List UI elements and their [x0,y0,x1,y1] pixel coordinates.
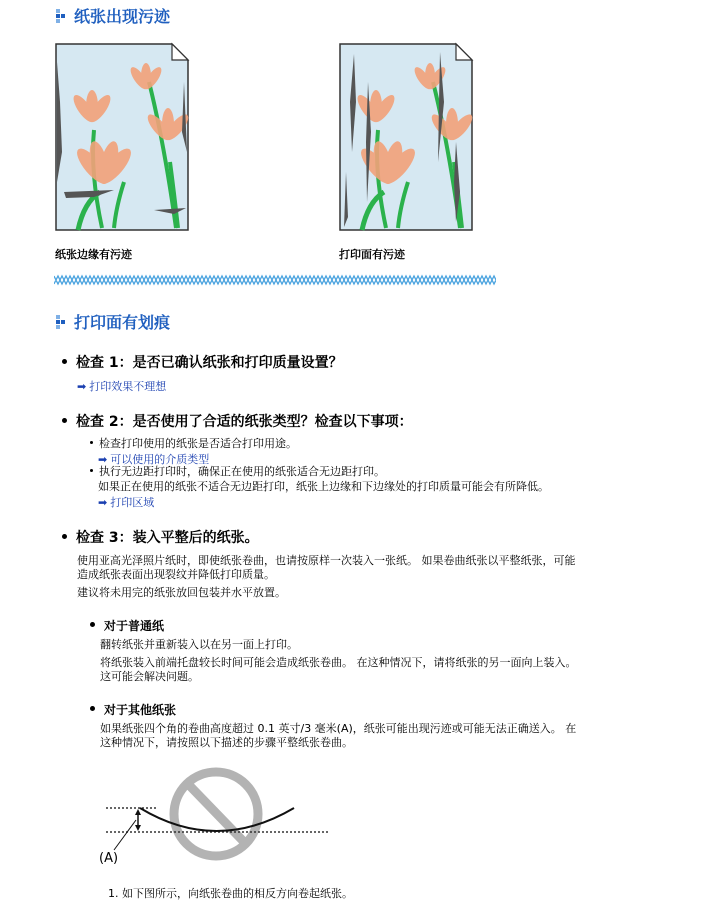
caption-smudged-surface: 打印面有污迹 [339,248,405,261]
other-paper-line2: 这种情况下，请按照以下描述的步骤平整纸张卷曲。 [100,736,353,749]
step1-text: 1. 如下图所示，向纸张卷曲的相反方向卷起纸张。 [108,887,353,900]
check3-para1-line1: 使用亚高光泽照片纸时，即使纸张卷曲，也请按原样一次装入一张纸。 如果卷曲纸张以平整纸张，可能 [77,554,576,567]
prohibited-icon [174,772,258,856]
check1-heading: 检查 1：是否已确认纸张和打印质量设置？ [62,352,343,372]
illustration-smudged-edges [54,42,190,232]
link-arrow-icon: ➡ [77,380,87,393]
check3-heading: 检查 3：装入平整后的纸张。 [62,527,259,547]
figure-label-a: (A) [99,851,119,866]
check2-bullet2-link[interactable]: ➡ 打印区域 [98,496,155,509]
check2-bullet2: 执行无边距打印时，确保正在使用的纸张适合无边距打印。 [90,465,385,479]
check2-bullet2-note: 如果正在使用的纸张不适合无边距打印，纸张上边缘和下边缘处的打印质量可能会有所降低。 [98,480,549,493]
check3-para2: 建议将未用完的纸张放回包装并水平放置。 [77,586,286,599]
section-divider [54,274,496,286]
check2-bullet1-link[interactable]: ➡ 可以使用的介质类型 [98,453,210,466]
link-arrow-icon: ➡ [98,496,108,509]
section-title-smudged: 纸张出现污迹 [56,4,170,27]
check1-link[interactable]: ➡ 打印效果不理想 [77,380,167,393]
check2-heading: 检查 2：是否使用了合适的纸张类型？检查以下事项： [62,411,413,431]
check2-bullet1: 检查打印使用的纸张是否适合打印用途。 [90,437,297,451]
heading-marker-icon [56,9,66,23]
paper-curl-figure [96,764,336,874]
heading-marker-icon [56,315,66,329]
check3-para1-line2: 造成纸张表面出现裂纹并降低打印质量。 [77,568,275,581]
plain-paper-heading: 对于普通纸 [90,617,164,634]
plain-paper-line3: 这可能会解决问题。 [100,670,199,683]
illustration-smudged-surface [338,42,474,232]
plain-paper-line1: 翻转纸张并重新装入以在另一面上打印。 [100,638,298,651]
caption-smudged-edges: 纸张边缘有污迹 [55,248,132,261]
plain-paper-line2: 将纸张装入前端托盘较长时间可能会造成纸张卷曲。 在这种情况下，请将纸张的另一面向上装入。 [100,656,577,669]
section-title-scratched: 打印面有划痕 [56,310,170,333]
other-paper-heading: 对于其他纸张 [90,701,176,718]
other-paper-line1: 如果纸张四个角的卷曲高度超过 0.1 英寸/3 毫米(A)，纸张可能出现污迹或可能无法正确送入。 在 [100,722,577,735]
link-arrow-icon: ➡ [98,453,108,466]
